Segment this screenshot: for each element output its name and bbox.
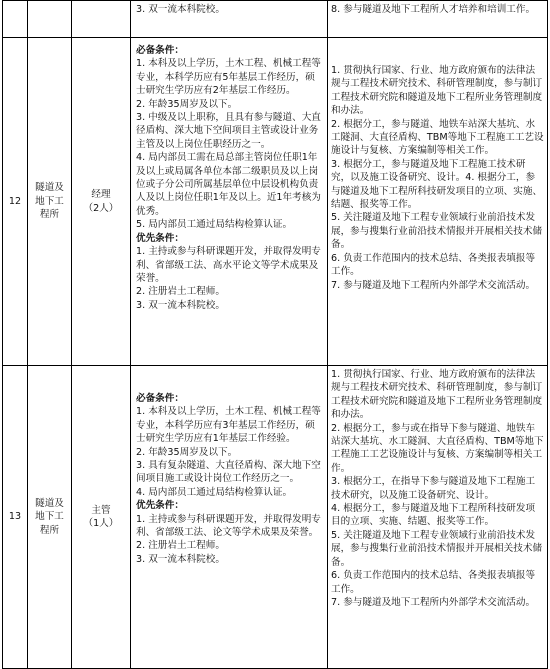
requirements-cell bbox=[131, 1, 328, 38]
duty-item: 7. 参与隧道及地下工程所内外部学术交流活动。 bbox=[331, 596, 536, 608]
duties-cell bbox=[328, 38, 548, 366]
position-title: 主管 bbox=[91, 504, 111, 516]
requirements-cell bbox=[131, 366, 328, 669]
duty-item: 4. 根据分工，参与隧道及地下工程所科技研发项目的立项、实施、结题、报奖等工作。 bbox=[331, 503, 536, 528]
table-row-12 bbox=[3, 38, 548, 366]
duty-item: 1. 贯彻执行国家、行业、地方政府颁布的法律法规与工程技术研究技术、科研管理制度，参与制订工程技术研究院和隧道及地下工程所业务管理制度和办法。 bbox=[331, 369, 543, 421]
duty-item: 2. 根据分工，参与或在指导下参与隧道、地铁车站深大基坑、水工隧洞、大直径盾构、TBM等地下工程施工工艺设施设计与复核、方案编制等相关工作。 bbox=[331, 422, 544, 474]
duty-item: 3. 根据分工，参与隧道及地下工程施工技术研究，以及施工设备研究、设计。4. 根据分工，参与隧道及地下工程所科技研发项目的立项、实施、结题、报奖等工作。 bbox=[331, 158, 543, 211]
requirement-item: 5. 局内部员工通过局结构检算认证。 bbox=[136, 219, 293, 231]
department-cell: 隧道及 地下工 程所 bbox=[28, 366, 72, 669]
table-row-continued bbox=[3, 1, 548, 38]
preferred-item: 3. 双一流本科院校。 bbox=[136, 299, 225, 311]
row-number: 13 bbox=[3, 366, 28, 669]
position-cell bbox=[72, 366, 131, 669]
preferred-heading: 优先条件： bbox=[136, 500, 184, 512]
duty-item: 8. 参与隧道及地下工程所人才培养和培训工作。 bbox=[331, 4, 536, 15]
preferred-heading: 优先条件： bbox=[136, 232, 184, 244]
required-heading: 必备条件： bbox=[136, 45, 184, 56]
preferred-item: 1. 主持或参与科研课题开发，并取得发明专利、省部级工法、高水平论文等学术成果及荣誉。 bbox=[136, 246, 321, 284]
requirement-item: 4. 局内部员工通过局结构检算认证。 bbox=[136, 486, 293, 498]
headcount: （1人） bbox=[83, 518, 119, 529]
required-heading: 必备条件： bbox=[136, 393, 184, 404]
duty-item: 2. 根据分工，参与隧道、地铁车站深大基坑、水工隧洞、大直径盾构、TBM等地下工程施工工艺设施设计与复核、方案编制等相关工作。 bbox=[331, 118, 544, 157]
recruitment-table bbox=[2, 0, 548, 669]
requirement-item: 1. 本科及以上学历，土木工程、机械工程等专业，本科学历应有3年基层工作经历，硕士研究生学历应有1年基层工作经验。 bbox=[136, 406, 321, 445]
duty-item: 5. 关注隧道及地下工程专业领域行业前沿技术发展，参与搜集行业前沿技术情报并开展相关技术储备。 bbox=[331, 212, 543, 251]
duties-cell bbox=[328, 1, 548, 38]
table-row-13 bbox=[3, 366, 548, 669]
position-title: 经理 bbox=[91, 189, 111, 201]
duty-item: 6. 负责工作范围内的技术总结、各类报表填报等工作。 bbox=[331, 252, 536, 278]
preferred-item: 2. 注册岩土工程师。 bbox=[136, 540, 225, 552]
duties-cell bbox=[328, 366, 548, 669]
position-cell bbox=[72, 38, 131, 366]
duty-item: 5. 关注隧道及地下工程专业领域行业前沿技术发展，参与搜集行业前沿技术情报并开展相关技术储备。 bbox=[331, 529, 543, 568]
department-cell: 隧道及 地下工 程所 bbox=[28, 38, 72, 366]
requirement-item: 2. 年龄35周岁及以下。 bbox=[136, 446, 238, 458]
duty-item: 3. 根据分工，在指导下参与隧道及地下工程施工技术研究，以及施工设备研究、设计。 bbox=[331, 476, 536, 501]
requirement-item: 2. 年龄35周岁及以下。 bbox=[136, 98, 238, 110]
requirement-item: 3. 具有复杂隧道、大直径盾构、深大地下空间项目施工或设计岗位工作经历之一。 bbox=[136, 460, 321, 485]
requirement-item: 4. 局内部员工需在局总部主管岗位任职1年及以上或局属各单位本部二级职员及以上岗位或子分公司所属基层单位中层设机构负责人及以上岗位任职1年及以上。近1年考核为优秀。 bbox=[136, 152, 321, 217]
requirements-cell bbox=[131, 38, 328, 366]
requirement-item: 3. 中级及以上职称，且具有参与隧道、大直径盾构、深大地下空间项目主管或设计业务主管及以上岗位任职经历之一。 bbox=[136, 112, 321, 150]
row-number: 12 bbox=[3, 38, 28, 366]
duty-item: 6. 负责工作范围内的技术总结、各类报表填报等工作。 bbox=[331, 570, 536, 595]
headcount: （2人） bbox=[83, 202, 119, 214]
duty-item: 7. 参与隧道及地下工程所内外部学术交流活动。 bbox=[331, 279, 536, 291]
preferred-item: 1. 主持或参与科研课题开发，并取得发明专利、省部级工法、论文等学术成果及荣誉。 bbox=[136, 513, 321, 539]
requirement-item: 3. 双一流本科院校。 bbox=[136, 4, 225, 15]
preferred-item: 2. 注册岩土工程师。 bbox=[136, 286, 225, 298]
preferred-item: 3. 双一流本科院校。 bbox=[136, 553, 225, 565]
requirement-item: 1. 本科及以上学历，土木工程、机械工程等专业，本科学历应有5年基层工作经历，硕士研究生学历应有2年基层工作经历。 bbox=[136, 58, 321, 97]
duty-item: 1. 贯彻执行国家、行业、地方政府颁布的法律法规与工程技术研究技术、科研管理制度，参与制订工程技术研究院和隧道及地下工程所业务管理制度和办法。 bbox=[331, 65, 543, 117]
